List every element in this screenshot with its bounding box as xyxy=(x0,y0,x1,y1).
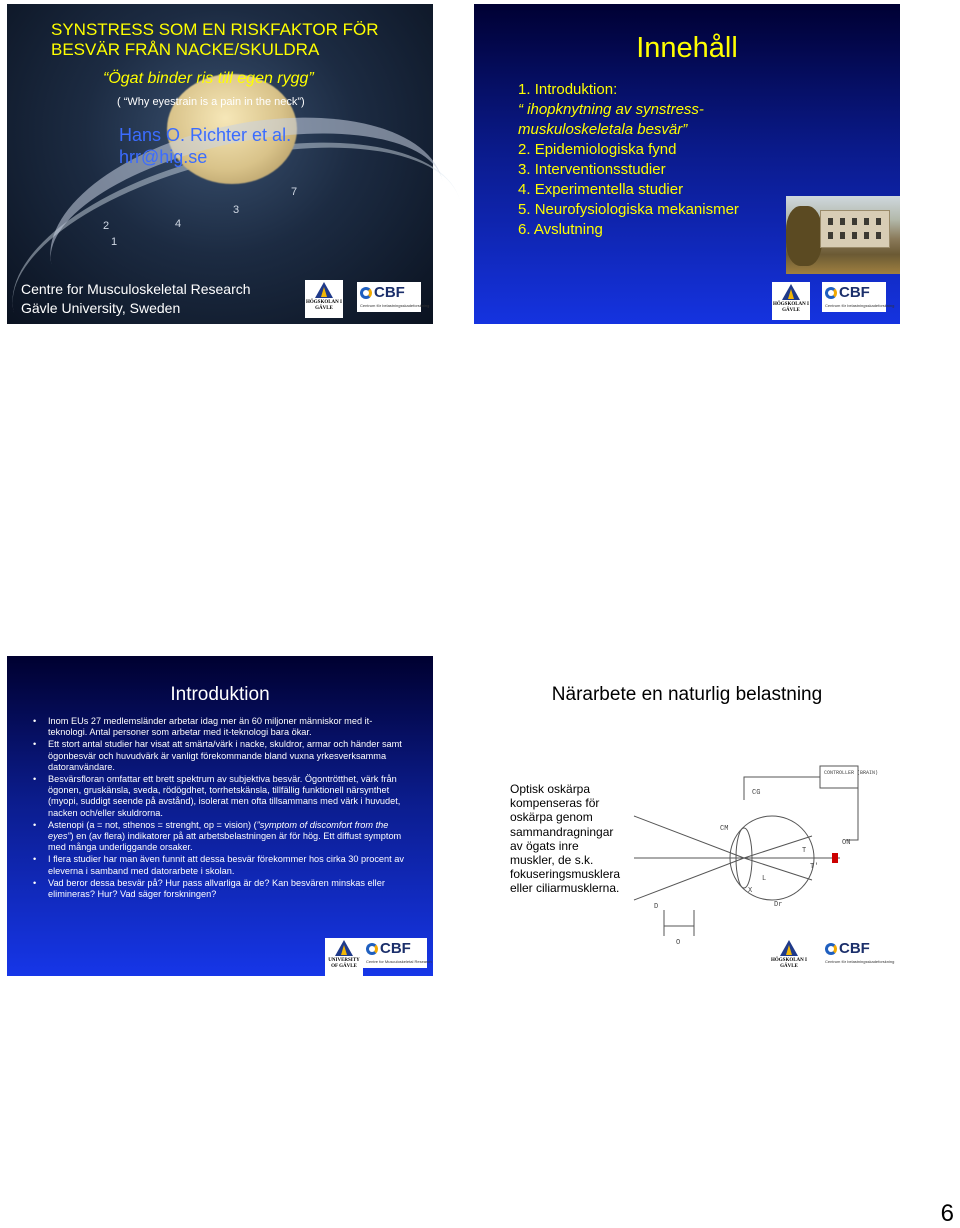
cbf-mark-icon xyxy=(360,287,372,299)
slide-title-text: Innehåll xyxy=(636,32,738,64)
photo-label: 7 xyxy=(291,186,298,198)
author-name: Hans O. Richter et al. xyxy=(119,125,292,145)
slide-description: Optisk oskärpa kompenseras för oskärpa genom sammandragningar av ögats inre muskler, de s.k. fokuseringsmusklera eller ciliarmusklerna. xyxy=(510,782,621,896)
cbf-mark-icon xyxy=(825,287,837,299)
diagram-label: X xyxy=(748,887,753,895)
centre-info xyxy=(21,280,251,318)
ray-upper xyxy=(634,836,812,900)
photo-label: 4 xyxy=(175,218,182,230)
page-number: 6 xyxy=(940,1200,954,1227)
diagram-label: CG xyxy=(752,789,761,797)
cbf-mark-icon xyxy=(366,943,378,955)
photo-label: 2 xyxy=(103,220,110,232)
cbf-logo: CBF Centrum för belastningsskadeforskning xyxy=(822,938,886,968)
bullet-list xyxy=(33,716,411,901)
list-item: 5. Neurofysiologiska mekanismer xyxy=(518,201,739,218)
university-name: Gävle University, Sweden xyxy=(21,300,181,316)
list-item: 6. Avslutning xyxy=(518,221,603,238)
list-item: • Besvärsfloran omfattar ett brett spektrum av subjektiva besvär. Ögontrötthet, värk från ögonen, gruskänsla, sveda, rödögdhet, torrhetskänsla, tillfällig funktionell närsynthet (myopi, suddigt seende på avstånd), isolerat men ofta tillsammans med värk i huvudet, nacken och/eller skuldrorna. xyxy=(33,774,411,819)
diagram-label: CONTROLLER (BRAIN) xyxy=(824,770,879,776)
diagram-label: D xyxy=(654,903,659,911)
distance-markers xyxy=(664,910,694,936)
list-item: 1. Introduktion: “ ihopknytning av synstress-muskuloskeletala besvär” xyxy=(518,81,704,138)
slide-introduction xyxy=(7,656,433,976)
slide-contents xyxy=(474,4,900,324)
diagram-label: T' xyxy=(810,863,819,871)
hig-logo: HÖGSKOLAN I GÄVLE xyxy=(770,938,808,976)
diagram-label: Dr xyxy=(774,901,783,909)
slide-title-text: Närarbete en naturlig belastning xyxy=(551,684,823,705)
diagram-label: ON xyxy=(842,839,851,847)
list-item: 4. Experimentella studier xyxy=(518,181,684,198)
campus-photo xyxy=(786,196,900,274)
list-item: • I flera studier har man även funnit att dessa besvär förekommer hos cirka 30 procent av eleverna i samband med datorarbete i skolan. xyxy=(33,854,411,876)
hig-logo: HÖGSKOLAN I GÄVLE xyxy=(772,282,810,320)
slide-title xyxy=(7,4,433,324)
list-item: 2. Epidemiologiska fynd xyxy=(518,141,677,158)
diagram-label: L xyxy=(762,875,767,883)
list-item: • Inom EUs 27 medlemsländer arbetar idag mer än 60 miljoner människor med it-teknologi. Antal personer som arbetar med it-teknologi bara ökar. xyxy=(33,716,411,738)
cbf-logo: CBF Centrum för belastningsskadeforskning xyxy=(822,282,886,312)
diagram-label: T xyxy=(802,847,807,855)
slide-title-text: SYNSTRESS SOM EN RISKFAKTOR FÖR BESVÄR FRÅN NACKE/SKULDRA xyxy=(51,20,379,59)
centre-name: Centre for Musculoskeletal Research xyxy=(21,281,251,297)
hig-logo: HÖGSKOLAN I GÄVLE xyxy=(305,280,343,318)
list-item: • Astenopi (a = not, sthenos = strenght, op = vision) (”symptom of discomfort from the eyes”) en (av flera) indikatorer på att arbetsbelastningen är för hög. Ett diffust symptom med många underliggande orsaker. xyxy=(33,820,411,854)
list-item: 3. Interventionsstudier xyxy=(518,161,666,178)
list-item: • Ett stort antal studier har visat att smärta/värk i nacke, skuldror, armar och händer samt ögonbesvär och huvudvärk är vanligt förekommande bland vuxna yrkesverksamma datoranvändare. xyxy=(33,739,411,773)
slide-title-text: Introduktion xyxy=(170,684,270,705)
cbf-logo: CBF Centre for Musculoskeletal Research xyxy=(363,938,427,968)
hig-logo: UNIVERSITY OF GÄVLE xyxy=(325,938,363,976)
slide-near-work xyxy=(474,656,900,976)
author-block xyxy=(119,124,291,168)
photo-label: 1 xyxy=(111,236,118,248)
author-email: hrr@hig.se xyxy=(119,147,208,167)
diagram-label: CM xyxy=(720,825,729,833)
controller-output-line xyxy=(846,777,858,840)
diagram-label: O xyxy=(676,939,681,947)
slide-subtitle: “Ögat binder ris till egen rygg” xyxy=(103,70,314,87)
cbf-mark-icon xyxy=(825,943,837,955)
slide-subtitle-english: ( “Why eyestrain is a pain in the neck”) xyxy=(117,96,305,108)
cbf-logo: CBF Centrum för belastningsskadeforskning xyxy=(357,282,421,312)
photo-label: 3 xyxy=(233,204,240,216)
optic-nerve-marker xyxy=(832,853,838,863)
list-item: • Vad beror dessa besvär på? Hur pass allvarliga är de? Kan besvären minskas eller elimineras? Hur? Vad säger forskningen? xyxy=(33,878,411,900)
